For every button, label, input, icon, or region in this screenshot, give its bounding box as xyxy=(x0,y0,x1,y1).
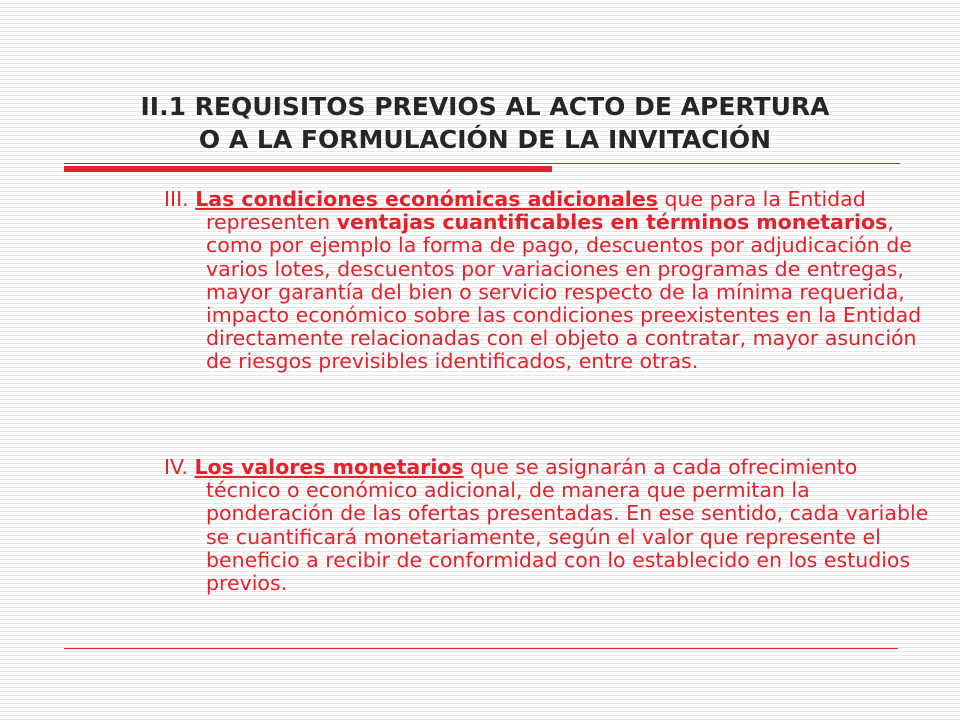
paragraph-iii xyxy=(164,188,936,374)
paragraph-iii-text-2: , como por ejemplo la forma de pago, descuentos por adjudicación de varios lotes, descuentos por variaciones en programas de entregas, mayor garantía del bien o servicio respecto de la mínima requerida, impacto económico sobre las condiciones preexistentes en la Entidad directamente relacionadas con el objeto a contratar, mayor asunción de riesgos previsibles identificados, entre otras. xyxy=(206,210,922,374)
paragraph-iii-numeral: III. xyxy=(164,187,189,211)
paragraph-iv-text-1: que se asignarán a cada ofrecimiento técnico o económico adicional, de manera que permitan la ponderación de las ofertas presentadas. En ese sentido, cada variable se cuantificará monetariamente, según el valor que represente el beneficio a recibir de conformidad con lo establecido en los estudios previos. xyxy=(206,455,929,596)
slide-title xyxy=(60,90,910,156)
slide-title-line-2: O A LA FORMULACIÓN DE LA INVITACIÓN xyxy=(198,125,772,154)
paragraph-iv xyxy=(164,456,936,595)
paragraph-iii-underlined: Las condiciones económicas adicionales xyxy=(195,187,658,211)
paragraph-iii-bold: ventajas cuantificables en términos monetarios xyxy=(336,210,888,235)
footer-divider xyxy=(64,648,898,649)
title-divider-thin xyxy=(64,163,900,164)
paragraph-iv-numeral: IV. xyxy=(164,455,188,479)
title-divider-thick xyxy=(64,166,552,172)
paragraph-iv-underlined: Los valores monetarios xyxy=(194,455,464,479)
slide-title-line-1: II.1 REQUISITOS PREVIOS AL ACTO DE APERTURA xyxy=(140,92,830,121)
paragraph-iii-text-1: que para la Entidad representen xyxy=(206,187,866,235)
